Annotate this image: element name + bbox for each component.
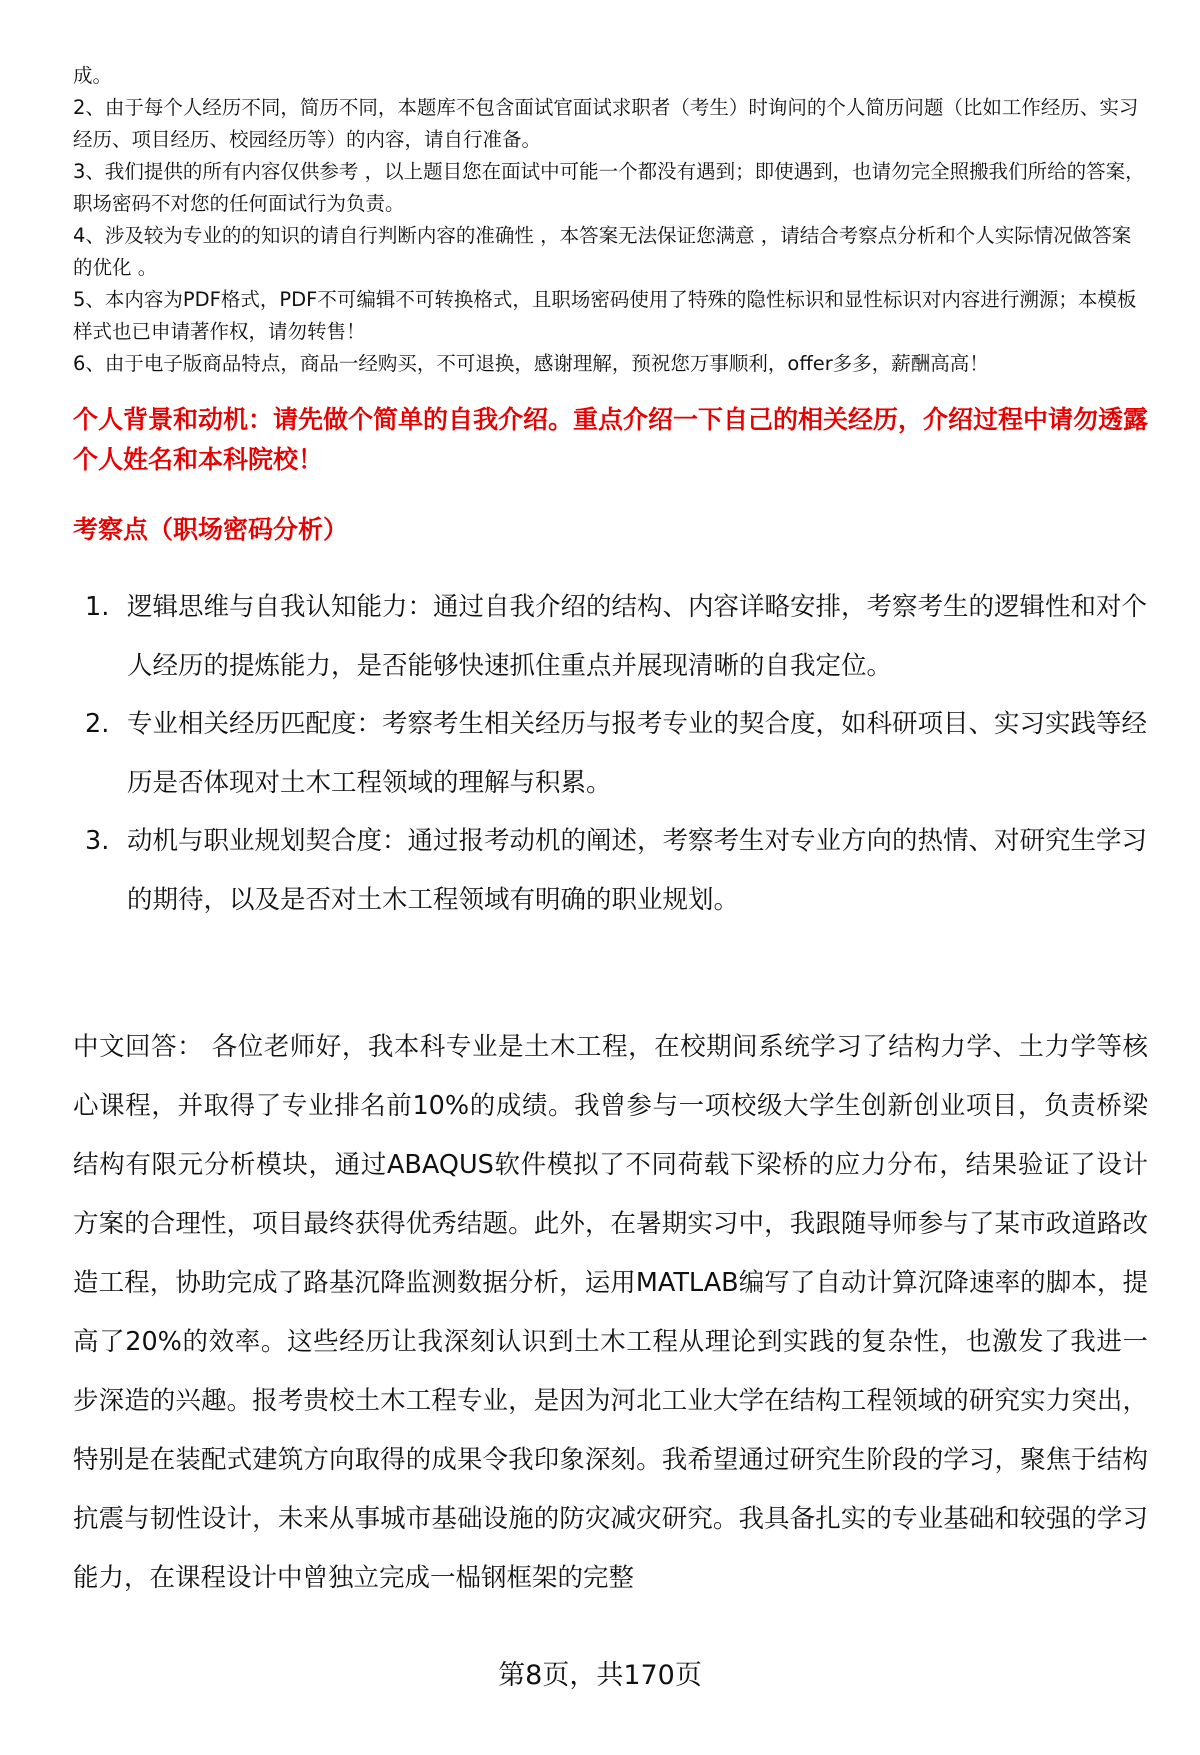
disclaimer-notes xyxy=(73,60,1148,380)
list-text: 专业相关经历匹配度：考察考生相关经历与报考专业的契合度，如科研项目、实习实践等经历是否体现对土木工程领域的理解与积累。 xyxy=(127,709,1148,798)
list-number: 3. xyxy=(85,826,110,856)
note-line: 2、由于每个人经历不同，简历不同，本题库不包含面试官面试求职者（考生）时询问的个人简历问题（比如工作经历、实习经历、项目经历、校园经历等）的内容，请自行准备。 xyxy=(73,96,1139,151)
note-line: 4、涉及较为专业的的知识的请自行判断内容的准确性 ，本答案无法保证您满意 ，请结合考察点分析和个人实际情况做答案的优化 。 xyxy=(73,224,1132,279)
answer-paragraph: 中文回答： 各位老师好，我本科专业是土木工程，在校期间系统学习了结构力学、土力学等核心课程，并取得了专业排名前10%的成绩。我曾参与一项校级大学生创新创业项目，负责桥梁结构有限元分析模块，通过ABAQUS软件模拟了不同荷载下梁桥的应力分布，结果验证了设计方案的合理性，项目最终获得优秀结题。此外，在暑期实习中，我跟随导师参与了某市政道路改造工程，协助完成了路基沉降监测数据分析，运用MATLAB编写了自动计算沉降速率的脚本，提高了20%的效率。这些经历让我深刻认识到土木工程从理论到实践的复杂性，也激发了我进一步深造的兴趣。报考贵校土木工程专业，是因为河北工业大学在结构工程领域的研究实力突出，特别是在装配式建筑方向取得的成果令我印象深刻。我希望通过研究生阶段的学习，聚焦于结构抗震与韧性设计，未来从事城市基础设施的防灾减灾研究。我具备扎实的专业基础和较强的学习能力，在课程设计中曾独立完成一榀钢框架的完整 xyxy=(73,1032,1148,1593)
question-heading: 个人背景和动机：请先做个简单的自我介绍。重点介绍一下自己的相关经历，介绍过程中请勿透露个人姓名和本科院校！ xyxy=(73,405,1149,474)
list-number: 1. xyxy=(85,592,110,622)
note-line: 成。 xyxy=(73,64,113,87)
list-item xyxy=(85,695,1148,812)
note-line: 6、由于电子版商品特点，商品一经购买，不可退换，感谢理解，预祝您万事顺利，offer多多，薪酬高高！ xyxy=(73,352,989,375)
note-line: 3、我们提供的所有内容仅供参考 ，以上题目您在面试中可能一个都没有遇到；即使遇到，也请勿完全照搬我们所给的答案，职场密码不对您的任何面试行为负责。 xyxy=(73,160,1145,215)
list-item xyxy=(85,812,1148,929)
page-number: 第8页，共170页 xyxy=(498,1660,702,1691)
list-number: 2. xyxy=(85,709,110,739)
list-text: 动机与职业规划契合度：通过报考动机的阐述，考察考生对专业方向的热情、对研究生学习的期待，以及是否对土木工程领域有明确的职业规划。 xyxy=(127,826,1148,915)
list-item xyxy=(85,578,1148,695)
list-text: 逻辑思维与自我认知能力：通过自我介绍的结构、内容详略安排，考察考生的逻辑性和对个人经历的提炼能力，是否能够快速抓住重点并展现清晰的自我定位。 xyxy=(127,592,1148,681)
analysis-list xyxy=(85,578,1148,929)
note-line: 5、本内容为PDF格式，PDF不可编辑不可转换格式，且职场密码使用了特殊的隐性标识和显性标识对内容进行溯源；本模板样式也已申请著作权，请勿转售！ xyxy=(73,288,1137,343)
analysis-heading: 考察点（职场密码分析） xyxy=(73,515,349,544)
